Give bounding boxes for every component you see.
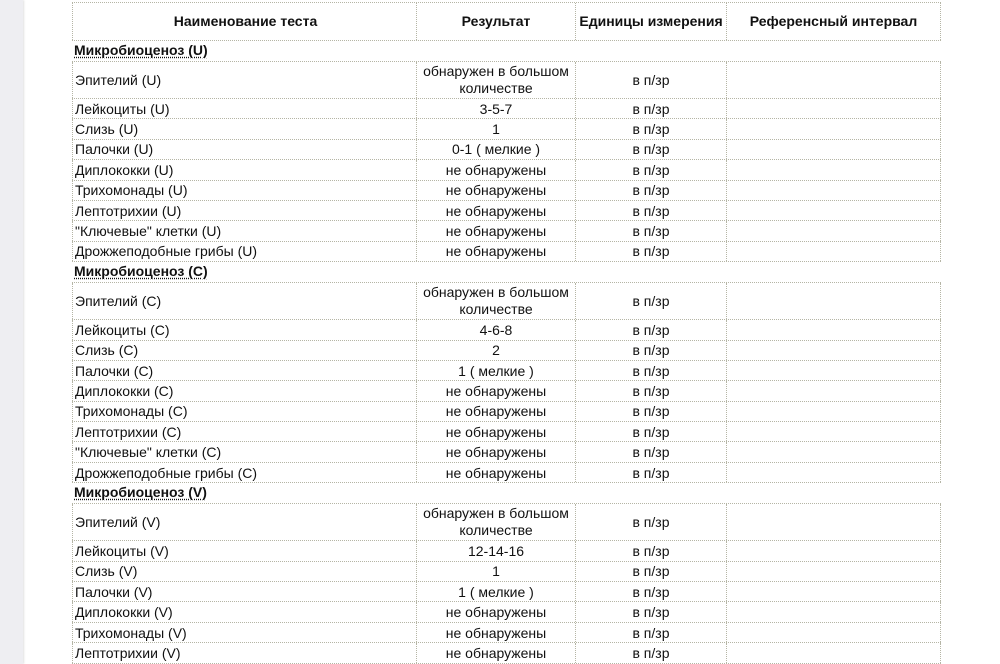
units-cell: в п/зр <box>575 62 726 98</box>
test-name-cell: Эпителий (V) <box>72 504 416 540</box>
table-row <box>72 341 941 361</box>
reference-cell <box>726 62 941 98</box>
test-name-cell: Дрожжеподобные грибы (C) <box>72 463 416 482</box>
units-cell: в п/зр <box>575 181 726 200</box>
test-name-cell: Эпителий (U) <box>72 62 416 98</box>
result-cell: 1 ( мелкие ) <box>416 361 575 380</box>
test-name-cell: Трихомонады (C) <box>72 402 416 421</box>
table-row <box>72 201 941 221</box>
reference-cell <box>726 242 941 261</box>
table-row <box>72 402 941 422</box>
units-cell: в п/зр <box>575 140 726 159</box>
units-cell: в п/зр <box>575 623 726 642</box>
table-row <box>72 242 941 262</box>
units-cell: в п/зр <box>575 320 726 339</box>
units-cell: в п/зр <box>575 221 726 240</box>
result-cell: не обнаружены <box>416 442 575 461</box>
units-cell: в п/зр <box>575 341 726 360</box>
reference-cell <box>726 602 941 621</box>
reference-cell <box>726 99 941 118</box>
reference-cell <box>726 361 941 380</box>
header-test-name: Наименование теста <box>72 3 416 40</box>
reference-cell <box>726 643 941 662</box>
table-row <box>72 422 941 442</box>
units-cell: в п/зр <box>575 422 726 441</box>
test-name-cell: Лептотрихии (C) <box>72 422 416 441</box>
units-cell: в п/зр <box>575 119 726 138</box>
units-cell: в п/зр <box>575 442 726 461</box>
test-name-cell: Лептотрихии (V) <box>72 643 416 662</box>
test-name-cell: Трихомонады (U) <box>72 181 416 200</box>
result-cell: 1 ( мелкие ) <box>416 582 575 601</box>
units-cell: в п/зр <box>575 602 726 621</box>
table-row <box>72 643 941 663</box>
test-name-cell: Палочки (U) <box>72 140 416 159</box>
header-reference: Референсный интервал <box>726 3 941 40</box>
test-name-cell: Слизь (C) <box>72 341 416 360</box>
result-cell: не обнаружены <box>416 602 575 621</box>
reference-cell <box>726 442 941 461</box>
table-row <box>72 541 941 561</box>
test-name-cell: Дрожжеподобные грибы (U) <box>72 242 416 261</box>
section-title: Микробиоценоз (U) <box>74 42 208 58</box>
test-name-cell: Лейкоциты (C) <box>72 320 416 339</box>
table-row <box>72 361 941 381</box>
test-name-cell: "Ключевые" клетки (C) <box>72 442 416 461</box>
reference-cell <box>726 422 941 441</box>
test-name-cell: Лейкоциты (V) <box>72 541 416 560</box>
test-name-cell: Лейкоциты (U) <box>72 99 416 118</box>
table-row <box>72 504 941 541</box>
header-result: Результат <box>416 3 575 40</box>
reference-cell <box>726 160 941 179</box>
reference-cell <box>726 541 941 560</box>
result-cell: не обнаружены <box>416 381 575 400</box>
table-row <box>72 181 941 201</box>
reference-cell <box>726 463 941 482</box>
reference-cell <box>726 201 941 220</box>
result-cell: не обнаружены <box>416 181 575 200</box>
table-row <box>72 562 941 582</box>
result-cell: 1 <box>416 562 575 581</box>
result-cell: 12-14-16 <box>416 541 575 560</box>
table-row <box>72 221 941 241</box>
reference-cell <box>726 119 941 138</box>
table-row <box>72 283 941 320</box>
result-cell: 1 <box>416 119 575 138</box>
result-cell: обнаружен в большом количестве <box>416 283 575 319</box>
units-cell: в п/зр <box>575 643 726 662</box>
section-title: Микробиоценоз (V) <box>74 484 207 501</box>
units-cell: в п/зр <box>575 381 726 400</box>
result-cell: не обнаружены <box>416 623 575 642</box>
units-cell: в п/зр <box>575 283 726 319</box>
units-cell: в п/зр <box>575 242 726 261</box>
reference-cell <box>726 283 941 319</box>
table-row <box>72 320 941 340</box>
test-name-cell: Палочки (C) <box>72 361 416 380</box>
table-row <box>72 160 941 180</box>
section-title: Микробиоценоз (C) <box>74 263 208 280</box>
result-cell: 0-1 ( мелкие ) <box>416 140 575 159</box>
test-name-cell: Эпителий (C) <box>72 283 416 319</box>
test-name-cell: Диплококки (U) <box>72 160 416 179</box>
section-heading-row <box>72 483 941 504</box>
units-cell: в п/зр <box>575 402 726 421</box>
result-cell: 3-5-7 <box>416 99 575 118</box>
table-row <box>72 463 941 483</box>
result-cell: не обнаружены <box>416 643 575 662</box>
reference-cell <box>726 320 941 339</box>
table-row <box>72 140 941 160</box>
section-heading-row <box>72 41 941 62</box>
result-cell: не обнаружены <box>416 201 575 220</box>
units-cell: в п/зр <box>575 582 726 601</box>
units-cell: в п/зр <box>575 504 726 540</box>
test-name-cell: Палочки (V) <box>72 582 416 601</box>
units-cell: в п/зр <box>575 562 726 581</box>
test-name-cell: Диплококки (C) <box>72 381 416 400</box>
table-row <box>72 119 941 139</box>
reference-cell <box>726 402 941 421</box>
units-cell: в п/зр <box>575 99 726 118</box>
result-cell: обнаружен в большом количестве <box>416 62 575 98</box>
reference-cell <box>726 623 941 642</box>
reference-cell <box>726 582 941 601</box>
test-name-cell: Слизь (U) <box>72 119 416 138</box>
test-name-cell: Трихомонады (V) <box>72 623 416 642</box>
table-row <box>72 62 941 99</box>
section-heading-row <box>72 262 941 283</box>
table-row <box>72 381 941 401</box>
table-row <box>72 99 941 119</box>
result-cell: не обнаружены <box>416 402 575 421</box>
result-cell: не обнаружены <box>416 160 575 179</box>
reference-cell <box>726 341 941 360</box>
table-row <box>72 602 941 622</box>
sidebar-edge <box>0 0 23 664</box>
result-cell: 4-6-8 <box>416 320 575 339</box>
units-cell: в п/зр <box>575 463 726 482</box>
lab-results-table <box>72 2 941 664</box>
reference-cell <box>726 381 941 400</box>
reference-cell <box>726 562 941 581</box>
table-row <box>72 582 941 602</box>
reference-cell <box>726 140 941 159</box>
reference-cell <box>726 221 941 240</box>
result-cell: не обнаружены <box>416 463 575 482</box>
result-cell: не обнаружены <box>416 221 575 240</box>
header-units: Единицы измерения <box>575 3 726 40</box>
result-cell: не обнаружены <box>416 422 575 441</box>
result-cell: обнаружен в большом количестве <box>416 504 575 540</box>
test-name-cell: Лептотрихии (U) <box>72 201 416 220</box>
table-header-row <box>72 2 941 41</box>
test-name-cell: "Ключевые" клетки (U) <box>72 221 416 240</box>
units-cell: в п/зр <box>575 160 726 179</box>
result-cell: 2 <box>416 341 575 360</box>
units-cell: в п/зр <box>575 361 726 380</box>
test-name-cell: Диплококки (V) <box>72 602 416 621</box>
table-row <box>72 442 941 462</box>
reference-cell <box>726 181 941 200</box>
reference-cell <box>726 504 941 540</box>
units-cell: в п/зр <box>575 541 726 560</box>
result-cell: не обнаружены <box>416 242 575 261</box>
units-cell: в п/зр <box>575 201 726 220</box>
test-name-cell: Слизь (V) <box>72 562 416 581</box>
table-row <box>72 623 941 643</box>
